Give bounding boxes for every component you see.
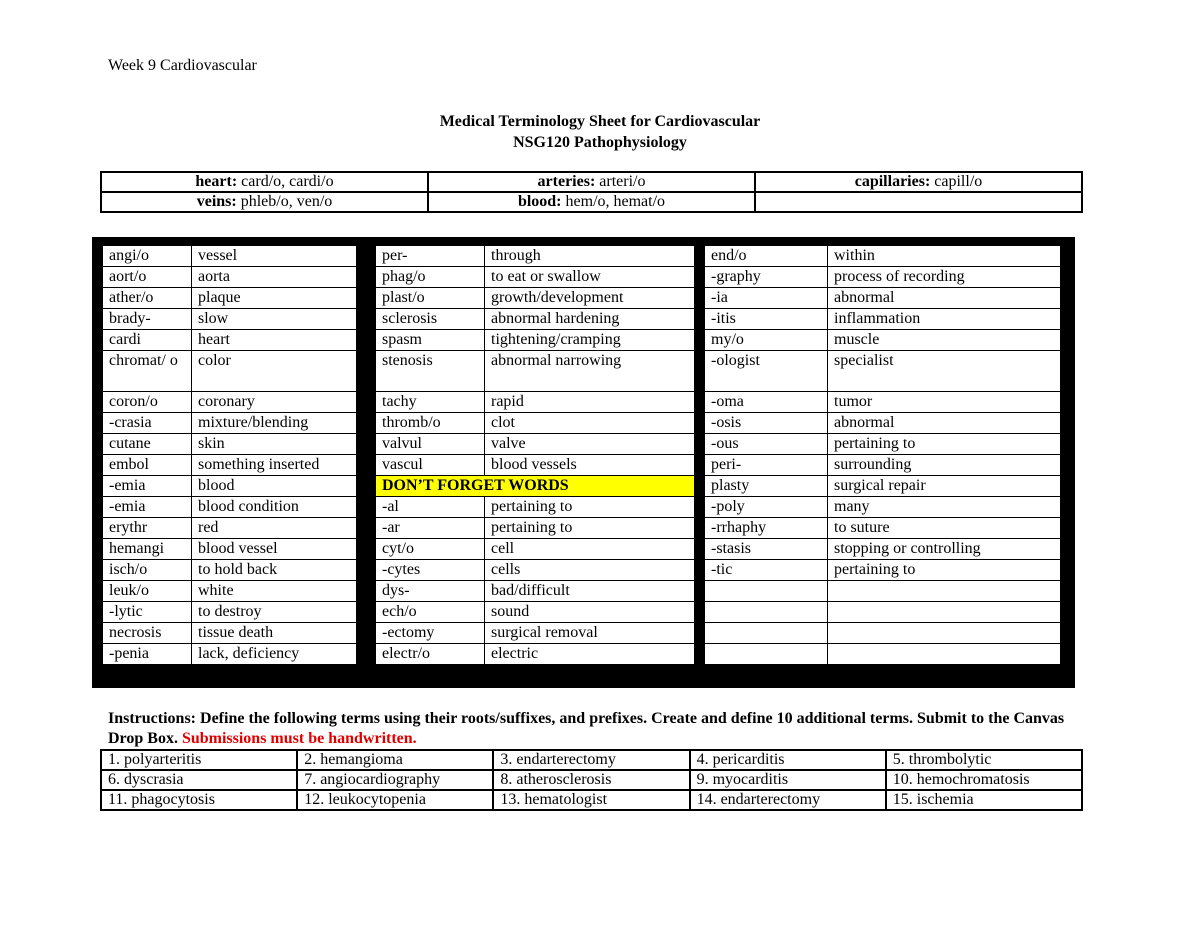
term-part: -ous xyxy=(705,434,828,455)
term-meaning: something inserted xyxy=(192,455,357,476)
term-meaning: pertaining to xyxy=(828,434,1061,455)
term-meaning: through xyxy=(485,246,695,267)
term-row xyxy=(103,330,357,351)
term-part: -ectomy xyxy=(376,623,485,644)
term-part: stenosis xyxy=(376,351,485,392)
root-blood xyxy=(428,192,755,212)
term-row xyxy=(705,623,1061,644)
term-row xyxy=(376,539,695,560)
term-part: hemangi xyxy=(103,539,192,560)
term-row xyxy=(376,330,695,351)
term-row xyxy=(376,644,695,665)
term-row xyxy=(376,246,695,267)
term-part: phag/o xyxy=(376,267,485,288)
term-row xyxy=(376,560,695,581)
term-part: isch/o xyxy=(103,560,192,581)
term-meaning: abnormal xyxy=(828,413,1061,434)
terminology-table xyxy=(92,237,1075,688)
term-meaning: inflammation xyxy=(828,309,1061,330)
term-row xyxy=(376,581,695,602)
root-value: phleb/o, ven/o xyxy=(240,193,333,210)
term-part: brady- xyxy=(103,309,192,330)
term-part: -ar xyxy=(376,518,485,539)
term-row xyxy=(376,497,695,518)
term-item: 12. leukocytopenia xyxy=(297,790,493,810)
term-part: cardi xyxy=(103,330,192,351)
term-row xyxy=(376,309,695,330)
term-item: 3. endarterectomy xyxy=(493,750,689,770)
term-meaning: coronary xyxy=(192,392,357,413)
term-meaning: cell xyxy=(485,539,695,560)
section-table xyxy=(375,245,695,665)
dont-forget-words-banner: DON’T FORGET WORDS xyxy=(376,476,695,497)
term-row xyxy=(705,560,1061,581)
term-row xyxy=(376,476,695,497)
term-row xyxy=(103,539,357,560)
term-row xyxy=(103,434,357,455)
term-row xyxy=(376,455,695,476)
term-meaning: specialist xyxy=(828,351,1061,392)
term-part xyxy=(705,602,828,623)
term-meaning: cells xyxy=(485,560,695,581)
term-part: -rrhaphy xyxy=(705,518,828,539)
term-part: plast/o xyxy=(376,288,485,309)
term-meaning: within xyxy=(828,246,1061,267)
term-meaning: pertaining to xyxy=(485,497,695,518)
terms-table xyxy=(100,749,1083,811)
term-part: dys- xyxy=(376,581,485,602)
term-item: 13. hematologist xyxy=(493,790,689,810)
term-meaning: heart xyxy=(192,330,357,351)
term-part: -osis xyxy=(705,413,828,434)
term-part: valvul xyxy=(376,434,485,455)
instructions-text: Instructions: Define the following terms using their roots/suffixes, and prefixes. Create and define 10 additional terms. Submit to the Canvas Drop Box. xyxy=(108,710,1065,747)
term-meaning: muscle xyxy=(828,330,1061,351)
term-item: 7. angiocardiography xyxy=(297,770,493,790)
term-part: -lytic xyxy=(103,602,192,623)
title-line-2: NSG120 Pathophysiology xyxy=(513,134,687,151)
term-part: necrosis xyxy=(103,623,192,644)
terms-row xyxy=(101,790,1082,810)
term-meaning: abnormal narrowing xyxy=(485,351,695,392)
term-part: end/o xyxy=(705,246,828,267)
term-part: embol xyxy=(103,455,192,476)
term-part: vascul xyxy=(376,455,485,476)
term-meaning: rapid xyxy=(485,392,695,413)
term-meaning: to eat or swallow xyxy=(485,267,695,288)
term-meaning: to hold back xyxy=(192,560,357,581)
term-row xyxy=(705,644,1061,665)
term-part xyxy=(705,581,828,602)
term-meaning: red xyxy=(192,518,357,539)
term-meaning xyxy=(828,581,1061,602)
term-part: -poly xyxy=(705,497,828,518)
term-row xyxy=(705,246,1061,267)
term-row xyxy=(376,288,695,309)
term-meaning: vessel xyxy=(192,246,357,267)
section-table xyxy=(704,245,1061,665)
terms-row xyxy=(101,750,1082,770)
term-meaning: tumor xyxy=(828,392,1061,413)
term-part: tachy xyxy=(376,392,485,413)
term-row xyxy=(376,623,695,644)
term-part: aort/o xyxy=(103,267,192,288)
term-meaning: valve xyxy=(485,434,695,455)
roots-row xyxy=(101,192,1082,212)
root-value: hem/o, hemat/o xyxy=(565,193,666,210)
roots-table xyxy=(100,171,1083,213)
term-part: ech/o xyxy=(376,602,485,623)
term-row xyxy=(705,476,1061,497)
term-row xyxy=(103,288,357,309)
terms-row xyxy=(101,770,1082,790)
term-meaning: tightening/cramping xyxy=(485,330,695,351)
term-part: sclerosis xyxy=(376,309,485,330)
term-row xyxy=(705,602,1061,623)
term-row xyxy=(103,455,357,476)
term-row xyxy=(705,581,1061,602)
page-title xyxy=(0,111,1200,153)
term-row xyxy=(705,455,1061,476)
term-part: erythr xyxy=(103,518,192,539)
term-meaning: blood condition xyxy=(192,497,357,518)
term-part: -al xyxy=(376,497,485,518)
term-item: 10. hemochromatosis xyxy=(886,770,1082,790)
section-1 xyxy=(102,245,357,665)
term-part: per- xyxy=(376,246,485,267)
term-meaning: to suture xyxy=(828,518,1061,539)
term-row xyxy=(705,434,1061,455)
term-row xyxy=(103,623,357,644)
term-meaning: blood vessel xyxy=(192,539,357,560)
term-part: peri- xyxy=(705,455,828,476)
term-row xyxy=(103,246,357,267)
root-value: arteri/o xyxy=(599,173,646,190)
term-row xyxy=(705,518,1061,539)
term-meaning: plaque xyxy=(192,288,357,309)
term-part: -stasis xyxy=(705,539,828,560)
term-meaning: color xyxy=(192,351,357,392)
term-row xyxy=(103,518,357,539)
instructions-red: Submissions must be handwritten. xyxy=(181,730,417,747)
term-row xyxy=(103,392,357,413)
term-meaning: growth/development xyxy=(485,288,695,309)
root-capillaries xyxy=(755,172,1082,192)
instructions xyxy=(108,709,1088,749)
term-row xyxy=(705,539,1061,560)
term-part: my/o xyxy=(705,330,828,351)
term-row xyxy=(103,267,357,288)
term-row xyxy=(705,267,1061,288)
roots-row xyxy=(101,172,1082,192)
term-meaning: sound xyxy=(485,602,695,623)
term-row xyxy=(705,330,1061,351)
term-meaning: abnormal hardening xyxy=(485,309,695,330)
term-part: -cytes xyxy=(376,560,485,581)
term-row xyxy=(376,602,695,623)
term-row xyxy=(705,288,1061,309)
term-item: 1. polyarteritis xyxy=(101,750,297,770)
term-meaning: slow xyxy=(192,309,357,330)
term-meaning: blood xyxy=(192,476,357,497)
term-part: cyt/o xyxy=(376,539,485,560)
term-row xyxy=(376,518,695,539)
term-meaning: electric xyxy=(485,644,695,665)
root-heart xyxy=(101,172,428,192)
term-part: -ologist xyxy=(705,351,828,392)
term-item: 4. pericarditis xyxy=(690,750,886,770)
term-item: 2. hemangioma xyxy=(297,750,493,770)
term-row xyxy=(705,497,1061,518)
term-part: chromat/ o xyxy=(103,351,192,392)
term-item: 9. myocarditis xyxy=(690,770,886,790)
term-meaning: surgical removal xyxy=(485,623,695,644)
section-table xyxy=(102,245,357,665)
term-meaning: stopping or controlling xyxy=(828,539,1061,560)
term-meaning: process of recording xyxy=(828,267,1061,288)
term-meaning: abnormal xyxy=(828,288,1061,309)
term-row xyxy=(705,351,1061,392)
term-meaning: bad/difficult xyxy=(485,581,695,602)
term-row xyxy=(376,434,695,455)
term-part xyxy=(705,644,828,665)
root-key: arteries: xyxy=(537,173,596,190)
term-meaning xyxy=(828,644,1061,665)
term-part: -crasia xyxy=(103,413,192,434)
root-key: veins: xyxy=(196,193,237,210)
term-meaning: many xyxy=(828,497,1061,518)
term-meaning: pertaining to xyxy=(485,518,695,539)
term-meaning: skin xyxy=(192,434,357,455)
term-part: cutane xyxy=(103,434,192,455)
term-row xyxy=(376,351,695,392)
term-meaning: lack, deficiency xyxy=(192,644,357,665)
term-item: 5. thrombolytic xyxy=(886,750,1082,770)
term-row xyxy=(705,392,1061,413)
term-part: -tic xyxy=(705,560,828,581)
term-item: 6. dyscrasia xyxy=(101,770,297,790)
term-row xyxy=(376,413,695,434)
term-row xyxy=(705,309,1061,330)
term-item: 8. atherosclerosis xyxy=(493,770,689,790)
root-key: heart: xyxy=(195,173,238,190)
term-row xyxy=(103,413,357,434)
term-part: plasty xyxy=(705,476,828,497)
root-veins xyxy=(101,192,428,212)
term-row xyxy=(103,351,357,392)
term-row xyxy=(376,267,695,288)
term-part: -graphy xyxy=(705,267,828,288)
root-empty xyxy=(755,192,1082,212)
term-part xyxy=(705,623,828,644)
term-meaning: white xyxy=(192,581,357,602)
term-part: ather/o xyxy=(103,288,192,309)
term-item: 15. ischemia xyxy=(886,790,1082,810)
term-part: -emia xyxy=(103,497,192,518)
root-arteries xyxy=(428,172,755,192)
term-part: leuk/o xyxy=(103,581,192,602)
term-part: -penia xyxy=(103,644,192,665)
term-row xyxy=(103,602,357,623)
page-header: Week 9 Cardiovascular xyxy=(108,57,257,74)
term-row xyxy=(103,497,357,518)
section-2 xyxy=(375,245,695,665)
term-row xyxy=(103,309,357,330)
term-meaning xyxy=(828,602,1061,623)
root-key: capillaries: xyxy=(854,173,931,190)
term-meaning: pertaining to xyxy=(828,560,1061,581)
term-part: spasm xyxy=(376,330,485,351)
term-part: -itis xyxy=(705,309,828,330)
term-part: angi/o xyxy=(103,246,192,267)
term-item: 11. phagocytosis xyxy=(101,790,297,810)
root-key: blood: xyxy=(517,193,562,210)
term-meaning: aorta xyxy=(192,267,357,288)
term-row xyxy=(705,413,1061,434)
term-meaning: mixture/blending xyxy=(192,413,357,434)
term-row xyxy=(103,581,357,602)
root-value: card/o, cardi/o xyxy=(241,173,334,190)
term-item: 14. endarterectomy xyxy=(690,790,886,810)
title-line-1: Medical Terminology Sheet for Cardiovascular xyxy=(439,113,761,130)
term-part: -emia xyxy=(103,476,192,497)
term-meaning: surrounding xyxy=(828,455,1061,476)
term-part: coron/o xyxy=(103,392,192,413)
term-part: thromb/o xyxy=(376,413,485,434)
term-part: -oma xyxy=(705,392,828,413)
term-meaning: blood vessels xyxy=(485,455,695,476)
term-meaning: clot xyxy=(485,413,695,434)
term-meaning: tissue death xyxy=(192,623,357,644)
term-row xyxy=(103,560,357,581)
term-row xyxy=(103,476,357,497)
term-meaning: surgical repair xyxy=(828,476,1061,497)
term-row xyxy=(376,392,695,413)
term-meaning xyxy=(828,623,1061,644)
root-value: capill/o xyxy=(934,173,983,190)
term-part: -ia xyxy=(705,288,828,309)
term-row xyxy=(103,644,357,665)
section-3 xyxy=(704,245,1061,665)
term-part: electr/o xyxy=(376,644,485,665)
term-meaning: to destroy xyxy=(192,602,357,623)
